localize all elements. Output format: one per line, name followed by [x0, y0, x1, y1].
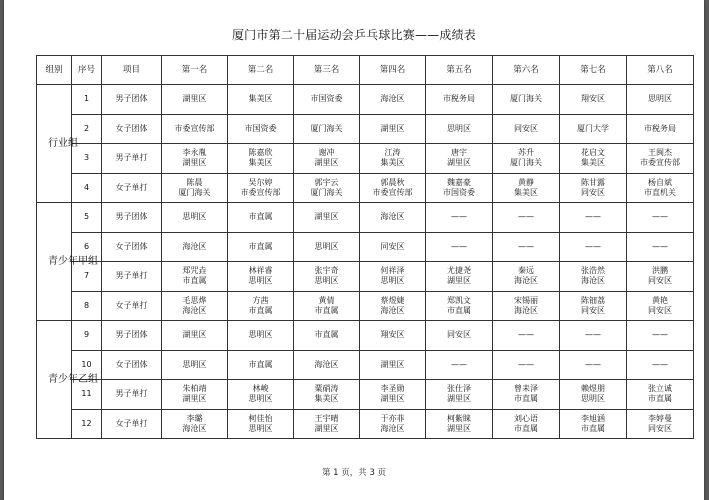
player-name: 曾耒泽: [514, 384, 538, 394]
place-cell: [228, 114, 294, 144]
player-name: 杨自斌: [648, 177, 672, 187]
table-row: [37, 262, 694, 292]
player-name: 何祥泽: [380, 266, 405, 276]
place-cell: [360, 321, 426, 351]
unit-name: 厦门海关: [510, 94, 542, 104]
place-cell: [560, 291, 627, 321]
row-number: 8: [72, 291, 102, 321]
event-cell: 男子团体: [102, 321, 162, 351]
place-cell: [162, 350, 228, 380]
place-cell: [627, 114, 694, 144]
place-cell: [560, 409, 627, 439]
column-header: 第七名: [560, 56, 627, 85]
unit-name: 市直属: [314, 330, 339, 340]
place-cell: [493, 203, 560, 233]
table-row: [37, 144, 694, 174]
place-cell: [162, 291, 228, 321]
place-cell: [627, 262, 694, 292]
place-cell: [162, 232, 228, 262]
place-cell: [426, 144, 493, 174]
place-cell: [294, 173, 360, 203]
unit-name: 思明区: [248, 276, 273, 286]
unit-name: 思明区: [314, 276, 339, 286]
unit-name: ——: [652, 330, 668, 340]
row-number: 5: [72, 203, 102, 233]
unit-name: 湖里区: [182, 94, 207, 104]
place-cell: [162, 321, 228, 351]
place-cell: [560, 232, 627, 262]
place-cell: [560, 350, 627, 380]
player-name: 陈钿荔: [581, 295, 605, 305]
unit-name: 市国资委: [244, 123, 277, 133]
place-cell: [360, 203, 426, 233]
column-header: 序号: [72, 56, 102, 85]
place-cell: [627, 380, 694, 410]
unit-name: ——: [585, 241, 601, 251]
place-cell: [560, 173, 627, 203]
event-cell: 女子单打: [102, 409, 162, 439]
player-name: 郭晨秋: [380, 177, 405, 187]
unit-name: 同安区: [581, 187, 605, 197]
place-cell: [627, 173, 694, 203]
event-cell: 女子单打: [102, 173, 162, 203]
column-header: 第八名: [627, 56, 694, 85]
place-cell: [426, 173, 493, 203]
unit-name: 思明区: [648, 94, 672, 104]
unit-name: 海沧区: [581, 276, 605, 286]
column-header: 组别: [37, 56, 72, 85]
unit-name: 海沧区: [380, 212, 405, 222]
unit-name: 海沧区: [182, 423, 207, 433]
place-cell: [493, 409, 560, 439]
unit-name: 同安区: [447, 330, 471, 340]
place-cell: [627, 203, 694, 233]
unit-name: ——: [518, 241, 534, 251]
place-cell: [560, 114, 627, 144]
unit-name: 市直属: [248, 305, 273, 315]
unit-name: 同安区: [514, 123, 538, 133]
place-cell: [294, 203, 360, 233]
unit-name: 市委宣传部: [640, 158, 680, 168]
unit-name: 市委宣传部: [174, 123, 215, 133]
place-cell: [560, 85, 627, 115]
row-number: 7: [72, 262, 102, 292]
column-header: 第四名: [360, 56, 426, 85]
place-cell: [426, 85, 493, 115]
unit-name: 市直属: [447, 305, 471, 315]
player-name: 李婷曼: [648, 413, 672, 423]
unit-name: 海沧区: [182, 305, 207, 315]
player-name: 吴尔婷: [248, 177, 273, 187]
unit-name: 厦门大学: [577, 123, 609, 133]
place-cell: [627, 321, 694, 351]
player-name: 李璐: [186, 413, 203, 423]
unit-name: 思明区: [314, 241, 339, 251]
player-name: 洪鹏: [652, 266, 668, 276]
unit-name: 思明区: [248, 394, 273, 404]
place-cell: [162, 262, 228, 292]
table-row: [37, 173, 694, 203]
unit-name: 市委宣传部: [240, 187, 281, 197]
column-header: 第二名: [228, 56, 294, 85]
player-name: 唐宇: [451, 148, 467, 158]
player-name: 毛思烨: [182, 295, 207, 305]
group-cell: [37, 85, 78, 203]
unit-name: ——: [652, 241, 668, 251]
unit-name: 海沧区: [514, 276, 538, 286]
column-header: 项目: [102, 56, 162, 85]
table-row: [37, 291, 694, 321]
group-cell: [37, 203, 98, 321]
unit-name: 湖里区: [447, 394, 471, 404]
unit-name: 湖里区: [182, 330, 207, 340]
place-cell: [493, 350, 560, 380]
place-cell: [162, 144, 228, 174]
unit-name: 同安区: [380, 241, 405, 251]
player-name: 陈甘露: [581, 177, 605, 187]
row-number: 9: [72, 321, 102, 351]
unit-name: 市国资委: [443, 187, 475, 197]
table-row: [37, 350, 694, 380]
unit-name: 市直属: [248, 212, 273, 222]
place-cell: [360, 144, 426, 174]
place-cell: [360, 350, 426, 380]
place-cell: [294, 85, 360, 115]
event-cell: 男子团体: [102, 203, 162, 233]
place-cell: [360, 409, 426, 439]
player-name: 林峻: [252, 384, 269, 394]
place-cell: [360, 262, 426, 292]
unit-name: 湖里区: [182, 394, 207, 404]
place-cell: [493, 380, 560, 410]
unit-name: 思明区: [581, 394, 605, 404]
unit-name: 海沧区: [514, 305, 538, 315]
place-cell: [162, 85, 228, 115]
unit-name: 翔安区: [581, 94, 605, 104]
unit-name: 湖里区: [447, 276, 471, 286]
unit-name: 同安区: [648, 423, 672, 433]
group-name: 青少年甲组: [48, 256, 98, 267]
unit-name: 思明区: [447, 123, 471, 133]
unit-name: 市国资委: [310, 94, 343, 104]
place-cell: [560, 203, 627, 233]
place-cell: [426, 321, 493, 351]
unit-name: ——: [451, 359, 467, 369]
unit-name: 同安区: [648, 276, 672, 286]
player-name: 谢冲: [318, 148, 335, 158]
page-title: 厦门市第二十届运动会乒乓球比赛——成绩表: [231, 28, 476, 42]
unit-name: 思明区: [182, 359, 207, 369]
event-cell: 男子单打: [102, 262, 162, 292]
place-cell: [294, 114, 360, 144]
event-cell: 女子单打: [102, 291, 162, 321]
player-name: 黄倩: [318, 295, 335, 305]
player-name: 宋锡丽: [514, 295, 538, 305]
player-name: 陈晨: [186, 177, 203, 187]
event-cell: 女子团体: [102, 350, 162, 380]
group-name: 行业组: [48, 138, 78, 149]
place-cell: [228, 85, 294, 115]
place-cell: [560, 321, 627, 351]
place-cell: [560, 144, 627, 174]
place-cell: [162, 409, 228, 439]
unit-name: ——: [585, 330, 601, 340]
table-row: [37, 232, 694, 262]
place-cell: [360, 114, 426, 144]
unit-name: ——: [652, 212, 668, 222]
results-table: [36, 55, 694, 439]
place-cell: [360, 380, 426, 410]
event-cell: 女子团体: [102, 232, 162, 262]
unit-name: 海沧区: [314, 359, 339, 369]
unit-name: 思明区: [182, 212, 207, 222]
unit-name: 集美区: [248, 158, 273, 168]
player-name: 方茜: [252, 295, 269, 305]
unit-name: 厦门海关: [310, 123, 343, 133]
place-cell: [426, 380, 493, 410]
place-cell: [228, 173, 294, 203]
player-name: 李永胤: [182, 148, 207, 158]
player-name: 柯佳怡: [248, 413, 273, 423]
row-number: 3: [72, 144, 102, 174]
unit-name: 市直机关: [644, 187, 676, 197]
place-cell: [627, 350, 694, 380]
player-name: 郑咒垚: [182, 266, 207, 276]
table-row: [37, 321, 694, 351]
player-name: 王闽杰: [648, 148, 672, 158]
unit-name: 市委宣传部: [372, 187, 413, 197]
column-header: 第六名: [493, 56, 560, 85]
unit-name: 思明区: [248, 330, 273, 340]
player-name: 赖煜朋: [581, 384, 605, 394]
unit-name: 市税务局: [644, 123, 676, 133]
player-name: 江涛: [384, 148, 401, 158]
place-cell: [360, 85, 426, 115]
group-name: 青少年乙组: [48, 374, 98, 385]
unit-name: 集美区: [248, 94, 273, 104]
row-number: 11: [72, 380, 102, 410]
player-name: 魏嘉豪: [447, 177, 471, 187]
unit-name: 市直属: [314, 305, 339, 315]
player-name: 张宇奇: [314, 266, 339, 276]
unit-name: 集美区: [514, 187, 538, 197]
place-cell: [162, 380, 228, 410]
player-name: 花启文: [581, 148, 605, 158]
place-cell: [426, 262, 493, 292]
unit-name: 思明区: [380, 276, 405, 286]
unit-name: ——: [585, 359, 601, 369]
player-name: 郭宇云: [314, 177, 339, 187]
unit-name: 市税务局: [443, 94, 475, 104]
unit-name: 海沧区: [380, 94, 405, 104]
unit-name: 厦门海关: [310, 187, 343, 197]
unit-name: 湖里区: [380, 123, 405, 133]
place-cell: [294, 291, 360, 321]
place-cell: [493, 232, 560, 262]
place-cell: [228, 291, 294, 321]
unit-name: 湖里区: [380, 394, 405, 404]
place-cell: [360, 232, 426, 262]
place-cell: [294, 380, 360, 410]
place-cell: [493, 321, 560, 351]
event-cell: 男子团体: [102, 85, 162, 115]
place-cell: [294, 350, 360, 380]
place-cell: [228, 203, 294, 233]
unit-name: 集美区: [380, 158, 405, 168]
place-cell: [162, 203, 228, 233]
unit-name: 湖里区: [380, 359, 405, 369]
table-row: [37, 380, 694, 410]
row-number: 4: [72, 173, 102, 203]
place-cell: [493, 262, 560, 292]
place-cell: [426, 350, 493, 380]
player-name: 秦远: [518, 266, 534, 276]
column-header: 第五名: [426, 56, 493, 85]
place-cell: [294, 262, 360, 292]
table-row: [37, 409, 694, 439]
row-number: 10: [72, 350, 102, 380]
unit-name: ——: [451, 241, 467, 251]
place-cell: [627, 232, 694, 262]
place-cell: [294, 144, 360, 174]
player-name: 柯紫睐: [447, 413, 471, 423]
unit-name: ——: [652, 359, 668, 369]
unit-name: ——: [518, 330, 534, 340]
unit-name: 厦门海关: [510, 158, 542, 168]
player-name: 蔡煜婕: [380, 295, 405, 305]
unit-name: 市直属: [514, 394, 538, 404]
place-cell: [426, 232, 493, 262]
unit-name: 海沧区: [182, 241, 207, 251]
player-name: 刘心语: [514, 413, 538, 423]
player-name: 张浩然: [581, 266, 605, 276]
player-name: 黄静: [518, 177, 534, 187]
place-cell: [560, 380, 627, 410]
place-cell: [360, 173, 426, 203]
place-cell: [228, 144, 294, 174]
unit-name: ——: [585, 212, 601, 222]
player-name: 尤捷尧: [447, 266, 471, 276]
place-cell: [228, 380, 294, 410]
place-cell: [228, 350, 294, 380]
player-name: 陈嘉欣: [248, 148, 273, 158]
place-cell: [162, 114, 228, 144]
player-name: 黄艳: [652, 295, 668, 305]
place-cell: [426, 203, 493, 233]
table-row: [37, 203, 694, 233]
place-cell: [228, 262, 294, 292]
player-name: 于亦菲: [380, 413, 405, 423]
player-name: 张立诚: [648, 384, 672, 394]
unit-name: ——: [518, 359, 534, 369]
place-cell: [294, 321, 360, 351]
unit-name: 同安区: [648, 305, 672, 315]
place-cell: [228, 321, 294, 351]
unit-name: ——: [451, 212, 467, 222]
player-name: 张仕泽: [447, 384, 471, 394]
unit-name: 思明区: [248, 423, 273, 433]
unit-name: 厦门海关: [178, 187, 211, 197]
table-row: [37, 85, 694, 115]
row-number: 1: [72, 85, 102, 115]
unit-name: 湖里区: [182, 158, 207, 168]
player-name: 李旭涵: [581, 413, 605, 423]
place-cell: [493, 291, 560, 321]
unit-name: ——: [518, 212, 534, 222]
page-footer: 第 1 页，共 3 页: [321, 468, 387, 478]
unit-name: 湖里区: [314, 423, 339, 433]
table-body: [37, 85, 694, 439]
place-cell: [627, 144, 694, 174]
unit-name: 市直属: [648, 394, 672, 404]
place-cell: [493, 144, 560, 174]
document-page: [4, 0, 704, 500]
event-cell: 男子单打: [102, 380, 162, 410]
place-cell: [560, 262, 627, 292]
unit-name: 湖里区: [314, 212, 339, 222]
row-number: 6: [72, 232, 102, 262]
unit-name: 集美区: [581, 158, 605, 168]
table-row: [37, 114, 694, 144]
place-cell: [493, 85, 560, 115]
place-cell: [228, 409, 294, 439]
column-header: 第三名: [294, 56, 360, 85]
event-cell: 男子单打: [102, 144, 162, 174]
column-header: 第一名: [162, 56, 228, 85]
unit-name: 湖里区: [447, 158, 471, 168]
unit-name: 市直属: [182, 276, 207, 286]
place-cell: [426, 114, 493, 144]
place-cell: [426, 291, 493, 321]
row-number: 2: [72, 114, 102, 144]
unit-name: 同安区: [581, 305, 605, 315]
place-cell: [627, 85, 694, 115]
unit-name: 翔安区: [380, 330, 405, 340]
player-name: 李圣勋: [380, 384, 405, 394]
unit-name: 市直属: [248, 359, 273, 369]
place-cell: [426, 409, 493, 439]
unit-name: 海沧区: [380, 423, 405, 433]
place-cell: [493, 114, 560, 144]
player-name: 粟硝涛: [314, 384, 339, 394]
unit-name: 海沧区: [380, 305, 405, 315]
place-cell: [294, 232, 360, 262]
player-name: 王宇晴: [314, 413, 339, 423]
player-name: 苏升: [518, 148, 534, 158]
header-row: [37, 56, 694, 85]
unit-name: 市直属: [514, 423, 538, 433]
event-cell: 女子团体: [102, 114, 162, 144]
unit-name: 湖里区: [447, 423, 471, 433]
place-cell: [228, 232, 294, 262]
unit-name: 集美区: [314, 394, 339, 404]
place-cell: [294, 409, 360, 439]
row-number: 12: [72, 409, 102, 439]
place-cell: [360, 291, 426, 321]
place-cell: [627, 409, 694, 439]
place-cell: [627, 291, 694, 321]
player-name: 林祥睿: [248, 266, 273, 276]
player-name: 朱柏靖: [182, 384, 207, 394]
unit-name: 市直属: [581, 423, 605, 433]
unit-name: 湖里区: [314, 158, 339, 168]
place-cell: [493, 173, 560, 203]
place-cell: [162, 173, 228, 203]
unit-name: 市直属: [248, 241, 273, 251]
player-name: 郑凯文: [447, 295, 471, 305]
